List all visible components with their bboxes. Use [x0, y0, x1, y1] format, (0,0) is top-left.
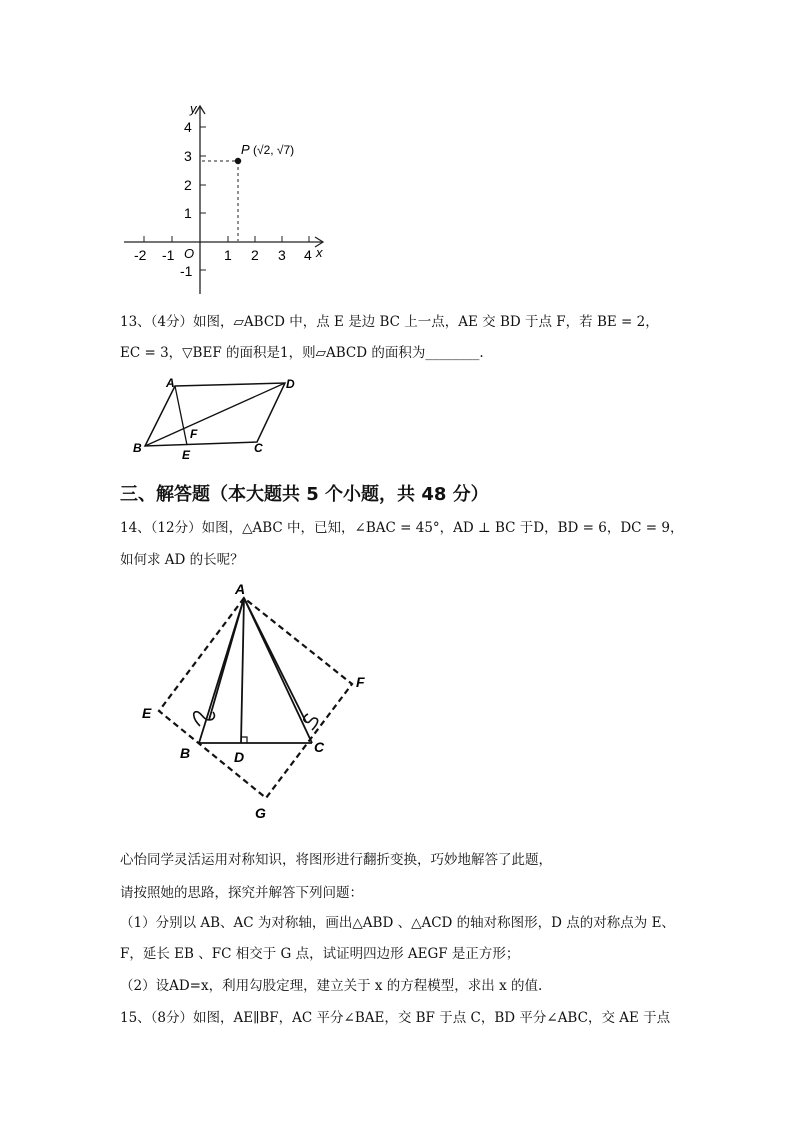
- q13-line-1: 13、（4分）如图，▱ABCD 中，点 E 是边 BC 上一点，AE 交 BD 于点 F，若 BE = 2，: [120, 314, 659, 330]
- q14-paragraph-2: 请按照她的思路，探究并解答下列问题：: [120, 885, 363, 901]
- fold-line-ab: [209, 598, 244, 720]
- square-fold-figure: [130, 578, 380, 828]
- q14-part-1-line-1: （1）分别以 AB、AC 为对称轴，画出△ABD 、△ACD 的轴对称图形，D 点的对称点为 E、: [120, 915, 675, 931]
- x-tick-label: 2: [251, 247, 259, 263]
- vertex-d-label: D: [286, 377, 295, 391]
- segment-ae: [175, 386, 187, 445]
- x-tick-label: 4: [304, 247, 312, 263]
- vertex-d-label: D: [234, 749, 245, 765]
- x-axis-label: x: [316, 245, 323, 260]
- vertex-g-label: G: [255, 805, 266, 821]
- fold-line-ac: [244, 598, 306, 722]
- vertex-c-label: C: [314, 739, 325, 755]
- parallelogram-figure: [128, 374, 308, 464]
- q14-paragraph-1: 心怡同学灵活运用对称知识，将图形进行翻折变换，巧妙地解答了此题，: [120, 852, 552, 868]
- q14-line-1: 14、（12分）如图，△ABC 中，已知，∠BAC = 45°，AD ⊥ BC 于D，BD = 6，DC = 9，: [120, 520, 684, 536]
- fold-arrow-right: [304, 714, 318, 730]
- vertex-e-label: E: [142, 705, 152, 721]
- point-e-label: E: [182, 448, 191, 462]
- q14-line-2: 如何求 AD 的长呢？: [120, 552, 244, 568]
- x-tick-label: -1: [162, 247, 175, 263]
- y-tick-label: 2: [184, 177, 192, 193]
- q14-part-1-line-2: F，延长 EB 、FC 相交于 G 点，试证明四边形 AEGF 是正方形；: [120, 946, 520, 962]
- point-p: [235, 158, 241, 164]
- origin-label: O: [184, 246, 195, 261]
- y-tick-label: -1: [180, 263, 193, 279]
- vertex-c-label: C: [254, 441, 263, 455]
- y-tick-label: 4: [184, 119, 192, 135]
- y-axis-label: y: [190, 101, 197, 116]
- square-aegf: [159, 598, 352, 798]
- point-f-label: F: [190, 427, 198, 441]
- vertex-f-label: F: [356, 674, 365, 690]
- coordinate-figure: [118, 100, 333, 300]
- section-heading: 三、解答题（本大题共 5 个小题，共 48 分）: [120, 484, 489, 505]
- point-label: P: [241, 142, 250, 157]
- vertex-b-label: B: [133, 441, 142, 455]
- x-tick-label: -2: [134, 247, 147, 263]
- q13-line-2: EC = 3，▽BEF 的面积是1，则▱ABCD 的面积为________.: [120, 345, 484, 361]
- y-tick-label: 3: [184, 148, 192, 164]
- q15-line-1: 15、（8分）如图，AE∥BF，AC 平分∠BAE，交 BF 于点 C，BD 平分∠ABC，交 AE 于点: [120, 1010, 671, 1026]
- vertex-b-label: B: [180, 745, 191, 761]
- diagonal-bd: [145, 383, 285, 446]
- x-tick-label: 3: [278, 247, 286, 263]
- point-coordinates: (√2, √7): [253, 143, 295, 157]
- q14-part-2: （2）设AD=x，利用勾股定理，建立关于 x 的方程模型，求出 x 的值.: [120, 978, 543, 994]
- y-tick-label: 1: [184, 205, 192, 221]
- vertex-a-label: A: [235, 581, 246, 597]
- altitude-ad: [241, 598, 244, 743]
- x-tick-label: 1: [224, 247, 232, 263]
- vertex-a-label: A: [166, 376, 175, 390]
